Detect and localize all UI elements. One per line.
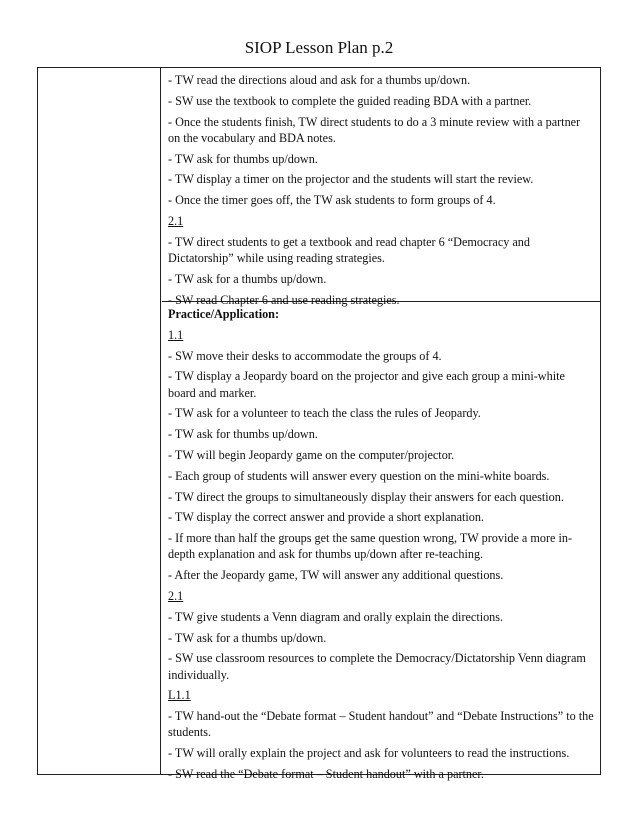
plan-line: - TW ask for thumbs up/down. [168, 151, 318, 166]
objective-label: L1.1 [168, 688, 191, 703]
plan-line: - After the Jeopardy game, TW will answer any additional questions. [168, 568, 504, 583]
page-title: SIOP Lesson Plan p.2 [244, 38, 394, 57]
objective-label: 2.1 [168, 213, 184, 228]
plan-line: - TW will begin Jeopardy game on the computer/projector. [168, 447, 455, 462]
plan-line: - SW use the textbook to complete the guided reading BDA with a partner. [168, 93, 532, 108]
plan-line: - TW display a timer on the projector and the students will start the review. [168, 172, 534, 187]
plan-line: - TW ask for a thumbs up/down. [168, 630, 327, 645]
procedure-cell [162, 68, 600, 307]
plan-line: - TW direct the groups to simultaneously display their answers for each question. [168, 489, 564, 504]
plan-line: - TW ask for thumbs up/down. [168, 427, 318, 442]
plan-line: - TW read the directions aloud and ask for a thumbs up/down. [168, 73, 471, 87]
practice-application-cell [162, 302, 600, 781]
plan-line: - Each group of students will answer every question on the mini-white boards. [168, 468, 550, 483]
section-heading: Practice/Application: [168, 307, 280, 321]
objective-label: 2.1 [168, 588, 184, 603]
plan-line: - TW ask for a volunteer to teach the class the rules of Jeopardy. [168, 406, 481, 421]
plan-line: - TW direct students to get a textbook and read chapter 6 “Democracy and Dictatorship” while using reading strategies. [168, 234, 530, 265]
left-column-cell [38, 68, 161, 774]
plan-line: - SW read Chapter 6 and use reading strategies. [168, 292, 400, 307]
plan-line: - TW display a Jeopardy board on the projector and give each group a mini-white board and marker. [168, 369, 565, 400]
plan-line: - TW ask for a thumbs up/down. [168, 271, 327, 286]
plan-line: - TW hand-out the “Debate format – Student handout” and “Debate Instructions” to the students. [168, 709, 594, 740]
plan-line: - SW use classroom resources to complete the Democracy/Dictatorship Venn diagram individually. [168, 651, 586, 682]
plan-line: - SW read the “Debate format – Student handout” with a partner. [168, 766, 484, 781]
plan-line: - TW give students a Venn diagram and orally explain the directions. [168, 609, 504, 624]
plan-line: - Once the timer goes off, the TW ask students to form groups of 4. [168, 193, 496, 208]
plan-line: - TW display the correct answer and provide a short explanation. [168, 510, 484, 525]
plan-line: - SW move their desks to accommodate the groups of 4. [168, 348, 442, 363]
plan-line: - If more than half the groups get the same question wrong, TW provide a more in-depth explanation and ask for thumbs up/down after re-teaching. [168, 531, 572, 562]
lesson-plan-table [37, 67, 601, 781]
objective-label: 1.1 [168, 327, 184, 342]
plan-line: - TW will orally explain the project and ask for volunteers to read the instructions. [168, 746, 570, 761]
plan-line: - Once the students finish, TW direct students to do a 3 minute review with a partner on the vocabulary and BDA notes. [168, 114, 581, 145]
